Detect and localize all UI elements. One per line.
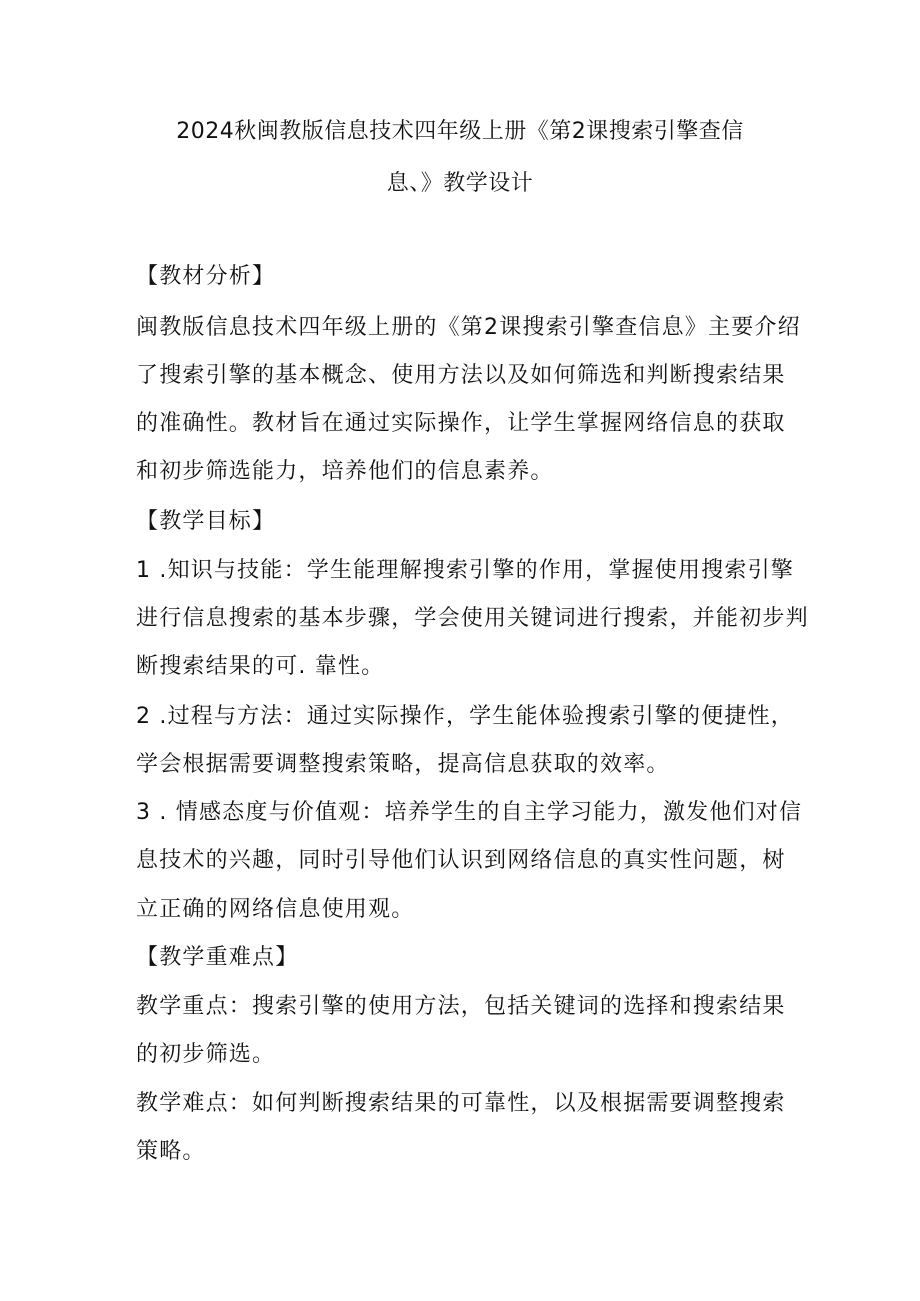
paragraph-line: 的初步筛选。 (136, 1042, 276, 1067)
paragraph-line: 的准确性。教材旨在通过实际操作，让学生掌握网络信息的获取 (136, 411, 786, 436)
paragraph-line: 立正确的网络信息使用观。 (136, 897, 415, 922)
paragraph-line: 2 .过程与方法：通过实际操作，学生能体验搜索引擎的便捷性， (136, 704, 794, 729)
paragraph-line: 闽教版信息技术四年级上册的《第2课搜索引擎查信息》主要介绍 (136, 315, 801, 340)
document-title-line-1: 2024秋闽教版信息技术四年级上册《第2课搜索引擎查信 (176, 119, 744, 144)
paragraph-line: 教学难点：如何判断搜索结果的可靠性，以及根据需要调整搜索 (136, 1091, 786, 1116)
section-heading-textbook-analysis: 【教材分析】 (136, 264, 276, 289)
document-title-line-2: 息、》教学设计 (386, 171, 534, 196)
paragraph-line: 学会根据需要调整搜索策略，提高信息获取的效率。 (136, 752, 670, 777)
paragraph-line: 3 . 情感态度与价值观：培养学生的自主学习能力，激发他们对信 (136, 800, 803, 825)
paragraph-line: 策略。 (136, 1139, 206, 1164)
paragraph-line: 进行信息搜索的基本步骤，学会使用关键词进行搜索，并能初步判 (136, 606, 809, 631)
paragraph-line: 教学重点：搜索引擎的使用方法，包括关键词的选择和搜索结果 (136, 994, 786, 1019)
paragraph-line: 了搜索引擎的基本概念、使用方法以及如何筛选和判断搜索结果 (136, 363, 786, 388)
paragraph-line: 断搜索结果的可. 靠性。 (136, 654, 385, 679)
paragraph-line: 和初步筛选能力，培养他们的信息素养。 (136, 459, 554, 484)
section-heading-teaching-goals: 【教学目标】 (136, 509, 276, 534)
section-heading-key-difficult-points: 【教学重难点】 (136, 945, 299, 970)
paragraph-line: 1 .知识与技能：学生能理解搜索引擎的作用，掌握使用搜索引擎 (136, 558, 794, 583)
paragraph-line: 息技术的兴趣，同时引导他们认识到网络信息的真实性问题，树 (136, 848, 786, 873)
